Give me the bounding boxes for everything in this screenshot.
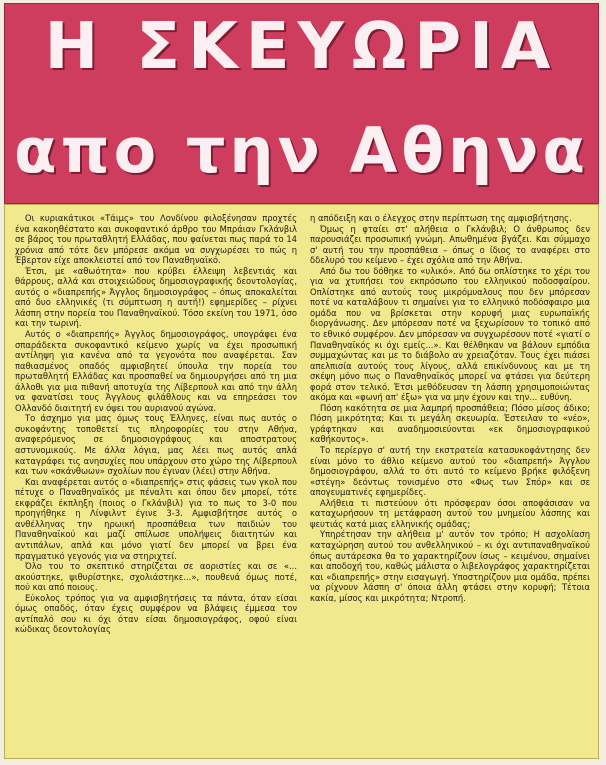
headline-line-1: Η ΣΚΕΥΩΡΙΑ bbox=[44, 10, 559, 84]
paragraph: Από δω του δόθηκε το «υλικό». Από δω οπλίστηκε το χέρι του για να χτυπήσει τον εκπρόσωπο του ελληνικού ποδοσφαίρου. Οπλίστηκε από αυτούς τους μικρόμυαλους που δεν μπόρεσαν ποτέ να καταλάβουν τι σημαίνει για το ελληνικό ποδόσφαιρο μια ομάδα που να βρίσκεται στην κορυφή μιας ευρωπαϊκής διοργάνωσης. Δεν μπόρεσαν ποτέ να ξεχωρίσουν το τοπικό από το εθνικό συμφέρον. Δεν μπόρεσαν να συγχωρέσουν ποτέ «γιατί ο Παναθηναϊκός κι όχι εμείς...». Και θέλθηκαν να βάλουν εμπόδια συμμαχώντας και με το διάβολο αν χρειαζόταν. Τους έχει πιάσει απελπισία αυτούς τους λίγους, αλλά επικίνδυνους και με τη σκέψη μόνο πως ο Παναθηναϊκός μπορεί να φτάσει για δεύτερη φορά στον τελικό. Έτσι μεθόδευσαν τη λάσπη χρησιμοποιώντας ακόμα και «φωνή απ' έξω» για να μην έχουν και την... ευθύνη. bbox=[310, 265, 590, 403]
paragraph: Εύκολος τρόπος για να αμφισβητήσεις τα πάντα, όταν είσαι όμως οπαδός, όταν έχεις συμφέρον να βλάψεις έμμεσα τον αντίπαλό σου κι όχι όταν είσαι δημοσιογράφος, οφού είναι κώδικας δεοντολογίας bbox=[15, 592, 297, 635]
paragraph: Όλο του το σκεπτικό στηρίζεται σε αοριστίες και σε «... ακούστηκε, ψιθυρίστηκε, σχολιάστηκε...», πουθενά όμως ποτέ, πού και από ποιους. bbox=[15, 561, 297, 593]
paragraph: Όμως η φταίει στ' αλήθεια ο Γκλάνβιλ; Ο άνθρωπος δεν παρουσιάζει προσωπική γνώμη. Απωθημένα βγάζει. Και σύμμαχο σ' αυτή του την προσπάθεια – όπως ο ίδιος το αναφέρει στο δδελυρό του κείμενο – έχει σχόλια από την Αθήνα. bbox=[310, 223, 590, 266]
headline-line-2: απο την Αθηνα bbox=[14, 114, 589, 187]
headline-banner bbox=[4, 3, 599, 204]
article-column-left bbox=[15, 213, 297, 753]
paragraph: Υπηρέτησαν την αλήθεια μ' αυτόν τον τρόπο; Η ασχολίαση καταχώρηση αυτού του ανθελληνικού – κι όχι αντιπαναθηναϊκού όπως αυτάρεσκα θα το χαρακτηρίζουν ίσως – κειμένου, σημαίνει και αποδοχή του, καθώς μάλιστα ο λιβελογράφος χαρακτηρίζεται και «διαπρεπής» στην εισαγωγή. Υποστηρίζουν μια ομάδα, πρέπει να ρίχνουν λάσπη σ' όποια άλλη φτάσει στην κορυφή; Τέτοια κακία, μίσος και μικρότητα; Ντροπή. bbox=[310, 529, 590, 603]
article-body bbox=[4, 204, 599, 759]
paragraph: η απόδειξη και ο έλεγχος στην περίπτωση της αμφισβήτησης. bbox=[310, 213, 572, 223]
paragraph: Αυτός ο «διαπρεπής» Άγγλος δημοσιογράφος, υπογράφει ένα σπαράδεκτα συκοφαντικό κείμενο χωρίς να έχει προσωπική αντίληψη για κανένα από τα γεγονότα που αναφέρεται. Σαν παθιασμένος οπαδός αμφισβητεί ύπουλα την πορεία του πρωταθλητή Ελλάδας και προσπαθεί να δημιουργήσει από τη μια άλλοθι για μια πιθανή αποτυχία της Λίβερπουλ και από την άλλη να φανατίσει τους Άγγλους φιλάθλους και να επηρεάσει τον Ολλανδό διαιτητή εν όψει του αυριανού αγώνα. bbox=[15, 329, 297, 413]
paragraph: Και αναφέρεται αυτός ο «διαπρεπής» στις φάσεις των γκολ που πέτυχε ο Παναθηναϊκός με πέναλτι και όπου δεν μπορεί, τότε εκφράζει έκπληξη (ποιος ο Γκλάνβιλ) για το πως το 3-0 που προηγήθηκε η Λίνφιλντ έγινε 3-3. Αμφισβήτησε αυτός ο ανθέλληνας την ηρωική προσπάθεια των παιδιών του Παναθηναϊκού και μαζί σπίλωσε υπολήψεις διαιτητών και αντιπάλων, απλά και μόνο γιατί δεν μπορεί να βρει ένα πραγματικό γεγονός για να στηριχτεί. bbox=[15, 476, 297, 561]
paragraph: Έτσι, με «αθωότητα» που κρύβει έλλειψη λεβεντιάς και θάρρους, αλλά και στοιχειώδους δημοσιογραφικής δεοντολογίας, αυτός ο «διαπρεπής» Άγγλος δημοσιογράφος – όπως αποκαλείται από δυο ελληνικές (τι σύμπτωση η αυτή!) εφημερίδες – ρίχνει λάσπη στην πορεία του Παναθηναϊκού. Τόσο εκείνη του 1971, όσο και την τωρινή. bbox=[15, 265, 297, 329]
article-column-right bbox=[310, 213, 590, 753]
paragraph: Αλήθεια τι πιστεύουν ότι πρόσφεραν όσοι αποφάσισαν να καταχωρήσουν τη μετάφραση αυτού του μνημείου λάσπης και ψευτιάς κατά μιας ελληνικής ομάδας; bbox=[310, 497, 590, 529]
paragraph: Το άσχημο για μας όμως τους Έλληνες, είναι πως αυτός ο συκοφάντης τοποθετεί τις πληροφορίες του στην Αθήνα, αναφερόμενος σε δημοσιογράφους και αποστρατους αστυνομικούς. Με άλλα λόγια, μας λέει πως αυτός απλά καταγράφει τις ανησυχίες που υπάρχουν στο χώρο της Λίβερπουλ και των «σκάνθωων» σχολίων που έγιναν (λέει) στην Αθήνα. bbox=[15, 413, 297, 477]
paragraph: Το περίεργο σ' αυτή την εκστρατεία κατασυκοφάντησης δεν είναι μόνο το άθλιο κείμενο αυτού του «διαπρεπή» Άγγλου δημοσιογράφου, αλλά το ότι αυτό το κείμενο βρήκε φιλόξενη «στέγη» δεόντως τονισμένο στο «Φως των Σπόρ» και σε απογευματινές εφημερίδες. bbox=[310, 445, 590, 498]
paragraph: Πόση κακότητα σε μια λαμπρή προσπάθεια; Πόσο μίσος άδικο; Πόση μικρότητα; Και τι μεγάλη σκευωρία. Έστειλαν το «νέο», γράφτηκαν και αναδημοσιεύονται «εκ δημοσιογραφικού καθήκοντος». bbox=[310, 402, 590, 445]
paragraph: Οι κυριακάτικοι «Τάιμς» του Λονδίνου φιλοξένησαν προχτές ένα κακοηθέστατο και συκοφαντικό άρθρο του Μπράιαν Γκλάνβιλ σε βάρος του πρωταθλητή Ελλάδας, που φαίνεται πως παρά το 14 χρόνια από τότε δεν μπόρεσε ακόμα να συγχωρέσει το πώς η Έβερτον είχε αποκλειστεί από τον Παναθηναϊκό. bbox=[15, 213, 297, 266]
